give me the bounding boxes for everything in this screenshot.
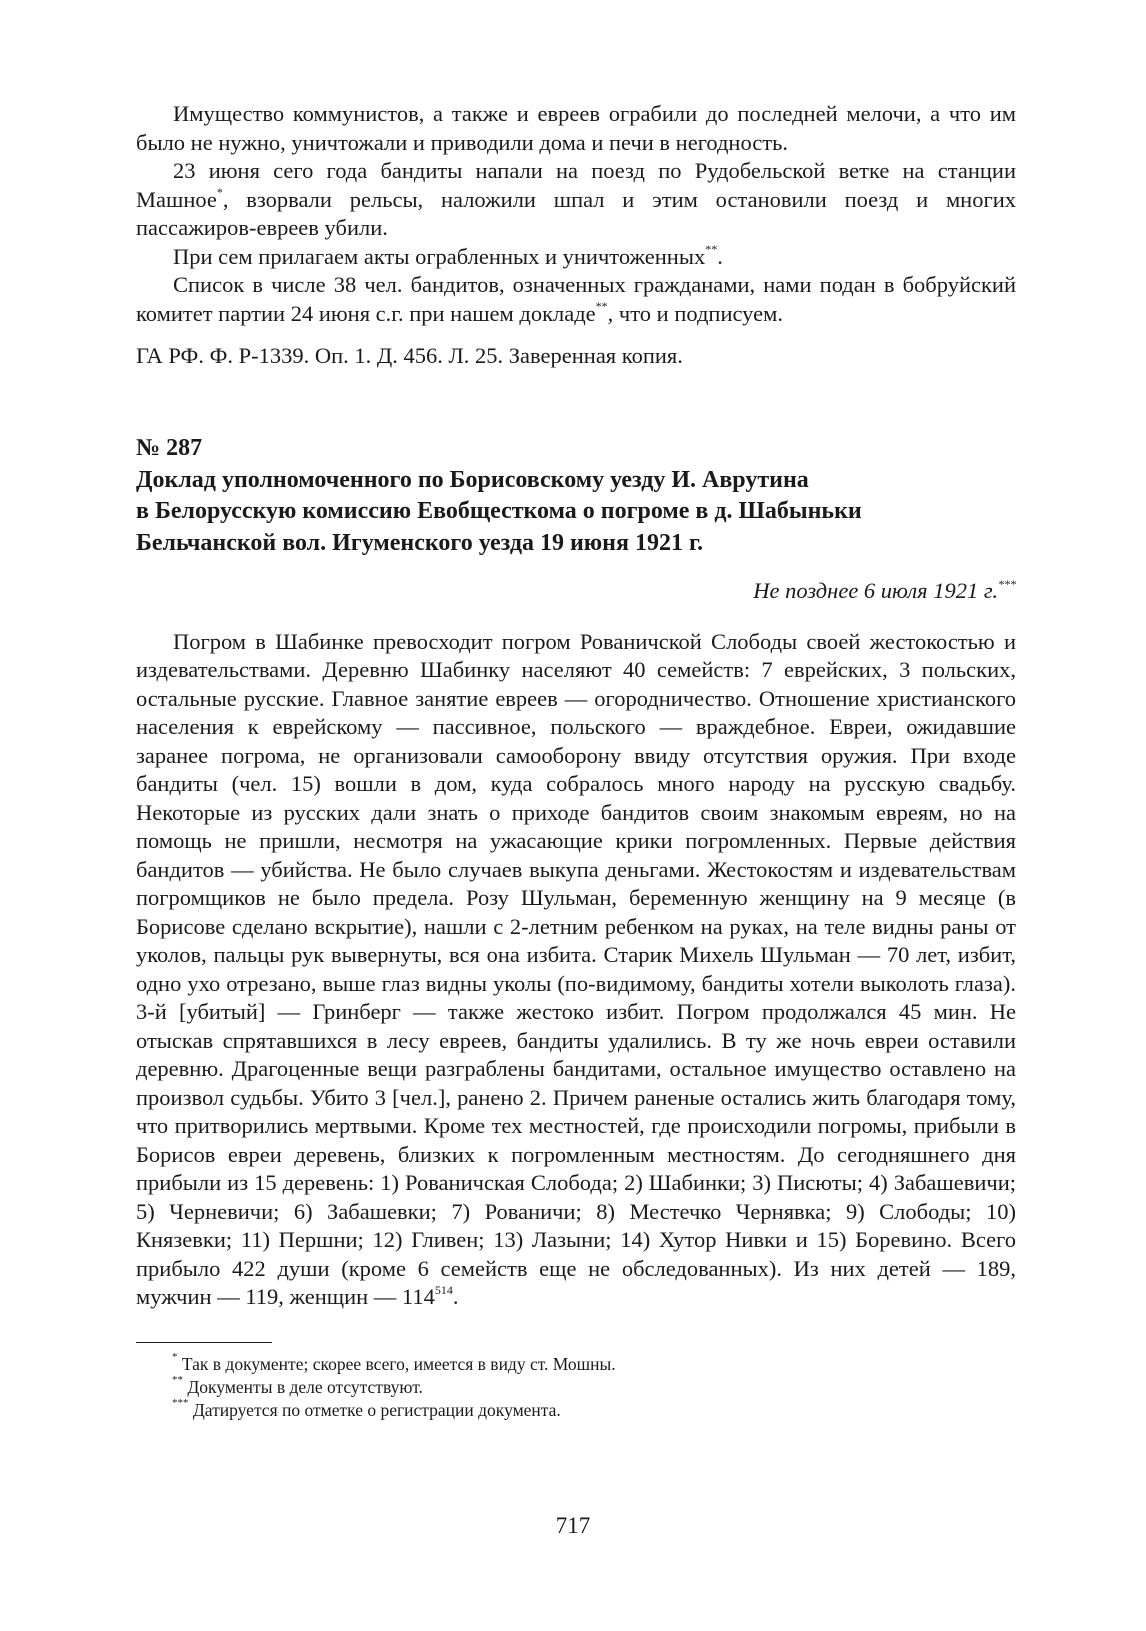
footnote-3 [136, 1396, 1016, 1422]
document-body-text: Погром в Шабинке превосходит погром Рованичской Слободы своей жестокостью и издевательствами. Деревню Шабинку населяют 40 семейств: 7 еврейских, 3 польских, остальные русские. Главное занятие евреев — огородничество. Отношение христианского населения к еврейскому — пассивное, польского — враждебное. Евреи, ожидавшие заранее погрома, не организовали самооборону ввиду отсутствия оружия. При входе бандиты (чел. 15) вошли в дом, куда собралось много народу на русскую свадьбу. Некоторые из русских дали знать о приходе бандитов своим знакомым евреям, но на помощь не пришли, несмотря на ужасающие крики погромленных. Первые действия бандитов — убийства. Не было случаев выкупа деньгами. Жестокостям и издевательствам погромщиков не было предела. Розу Шульман, беременную женщину на 9 месяце (в Борисове сделано вскрытие), нашли с 2-летним ребенком на руках, на теле видны раны от уколов, пальцы рук вывернуты, вся она избита. Старик Михель Шульман — 70 лет, избит, одно ухо отрезано, выше глаз видны уколы (по-видимому, бандиты хотели выколоть глаза). 3-й [убитый] — Гринберг — также жестоко избит. Погром продолжался 45 мин. Не отыскав спрятавшихся в лесу евреев, бандиты удалились. В ту же ночь евреи оставили деревню. Драгоценные вещи разграблены бандитами, остальное имущество оставлено на произвол судьбы. Убито 3 [чел.], ранено 2. Причем раненые остались жить благодаря тому, что притворились мертвыми. Кроме тех местностей, где происходили погромы, прибыли в Борисов евреи деревень, близких к погромленным местностям. До сегодняшнего дня прибыли из 15 деревень: 1) Рованичская Слобода; 2) Шабинки; 3) Писюты; 4) Забашевичи; 5) Черневичи; 6) Забашевки; 7) Рованичи; 8) Местечко Чернявка; 9) Слободы; 10) Князевки; 11) Першни; 12) Гливен; 13) Лазыни; 14) Хутор Нивки и 15) Боревино. Всего прибыло 422 души (кроме 6 семейств еще не обследованных). Из них детей — 189, мужчин — 119, женщин — 114 [136, 628, 1016, 1309]
document-title-line: Доклад уполномоченного по Борисовскому уезду И. Аврутина [136, 466, 809, 493]
paragraph-bandit-list-text: Список в числе 38 чел. бандитов, означенных гражданами, нами подан в бобруйский комитет партии 24 июня с.г. при нашем докладе [136, 272, 1016, 326]
footnote-ref-1: * [216, 185, 223, 199]
footnote-2 [136, 1373, 1016, 1399]
footnote-mark: ** [172, 1373, 183, 1386]
footnote-ref-2: ** [705, 242, 718, 256]
footnote-ref-3: ** [595, 299, 608, 313]
footnote-text: Документы в деле отсутствуют. [187, 1376, 423, 1397]
endnote-ref-514: 514 [434, 1282, 453, 1297]
footnote-mark: *** [172, 1396, 189, 1409]
document-body [136, 628, 1016, 1312]
document-title-line: в Белорусскую комиссию Евобщесткома о погроме в д. Шабыньки [136, 498, 862, 524]
paragraph-acts [136, 243, 1016, 272]
paragraph-bandit-list [136, 271, 1016, 328]
paragraph-bandit-list-text-end: , что и подписуем. [607, 300, 783, 326]
paragraph-acts-text-end: . [717, 243, 723, 269]
page-content [136, 100, 1016, 1422]
page-number: 717 [555, 1513, 591, 1538]
document-date [136, 577, 1016, 606]
document-body-end: . [452, 1284, 459, 1309]
paragraph-property: Имущество коммунистов, а также и евреев ограбили до последней мелочи, а что им было не нужно, уничтожали и приводили дома и печи в негодность. [136, 101, 1016, 155]
archive-source-note: ГА РФ. Ф. Р-1339. Оп. 1. Д. 456. Л. 25. Заверенная копия. [136, 343, 683, 368]
document-title [136, 465, 1016, 560]
paragraph-train-attack-text: 23 июня сего года бандиты напали на поезд по Рудобельской ветке на станции Машное [136, 158, 1016, 212]
footnote-1 [136, 1350, 1016, 1376]
footnote-text: Датируется по отметке о регистрации документа. [192, 1399, 561, 1420]
footnote-ref-date: *** [998, 576, 1016, 591]
paragraph-train-attack [136, 157, 1016, 243]
footnote-divider [136, 1342, 272, 1343]
document-title-line: Бельчанской вол. Игуменского уезда 19 июня 1921 г. [136, 529, 704, 556]
document-date-text: Не позднее 6 июля 1921 г. [753, 578, 998, 603]
paragraph-train-attack-text-end: , взорвали рельсы, наложили шпал и этим остановили поезд и многих пассажиров-евреев убили. [136, 186, 1016, 240]
document-number: № 287 [136, 434, 203, 461]
footnote-mark: * [172, 1350, 178, 1363]
footnote-text: Так в документе; скорее всего, имеется в виду ст. Мошны. [181, 1353, 616, 1374]
paragraph-acts-text: При сем прилагаем акты ограбленных и уничтоженных [173, 243, 706, 269]
